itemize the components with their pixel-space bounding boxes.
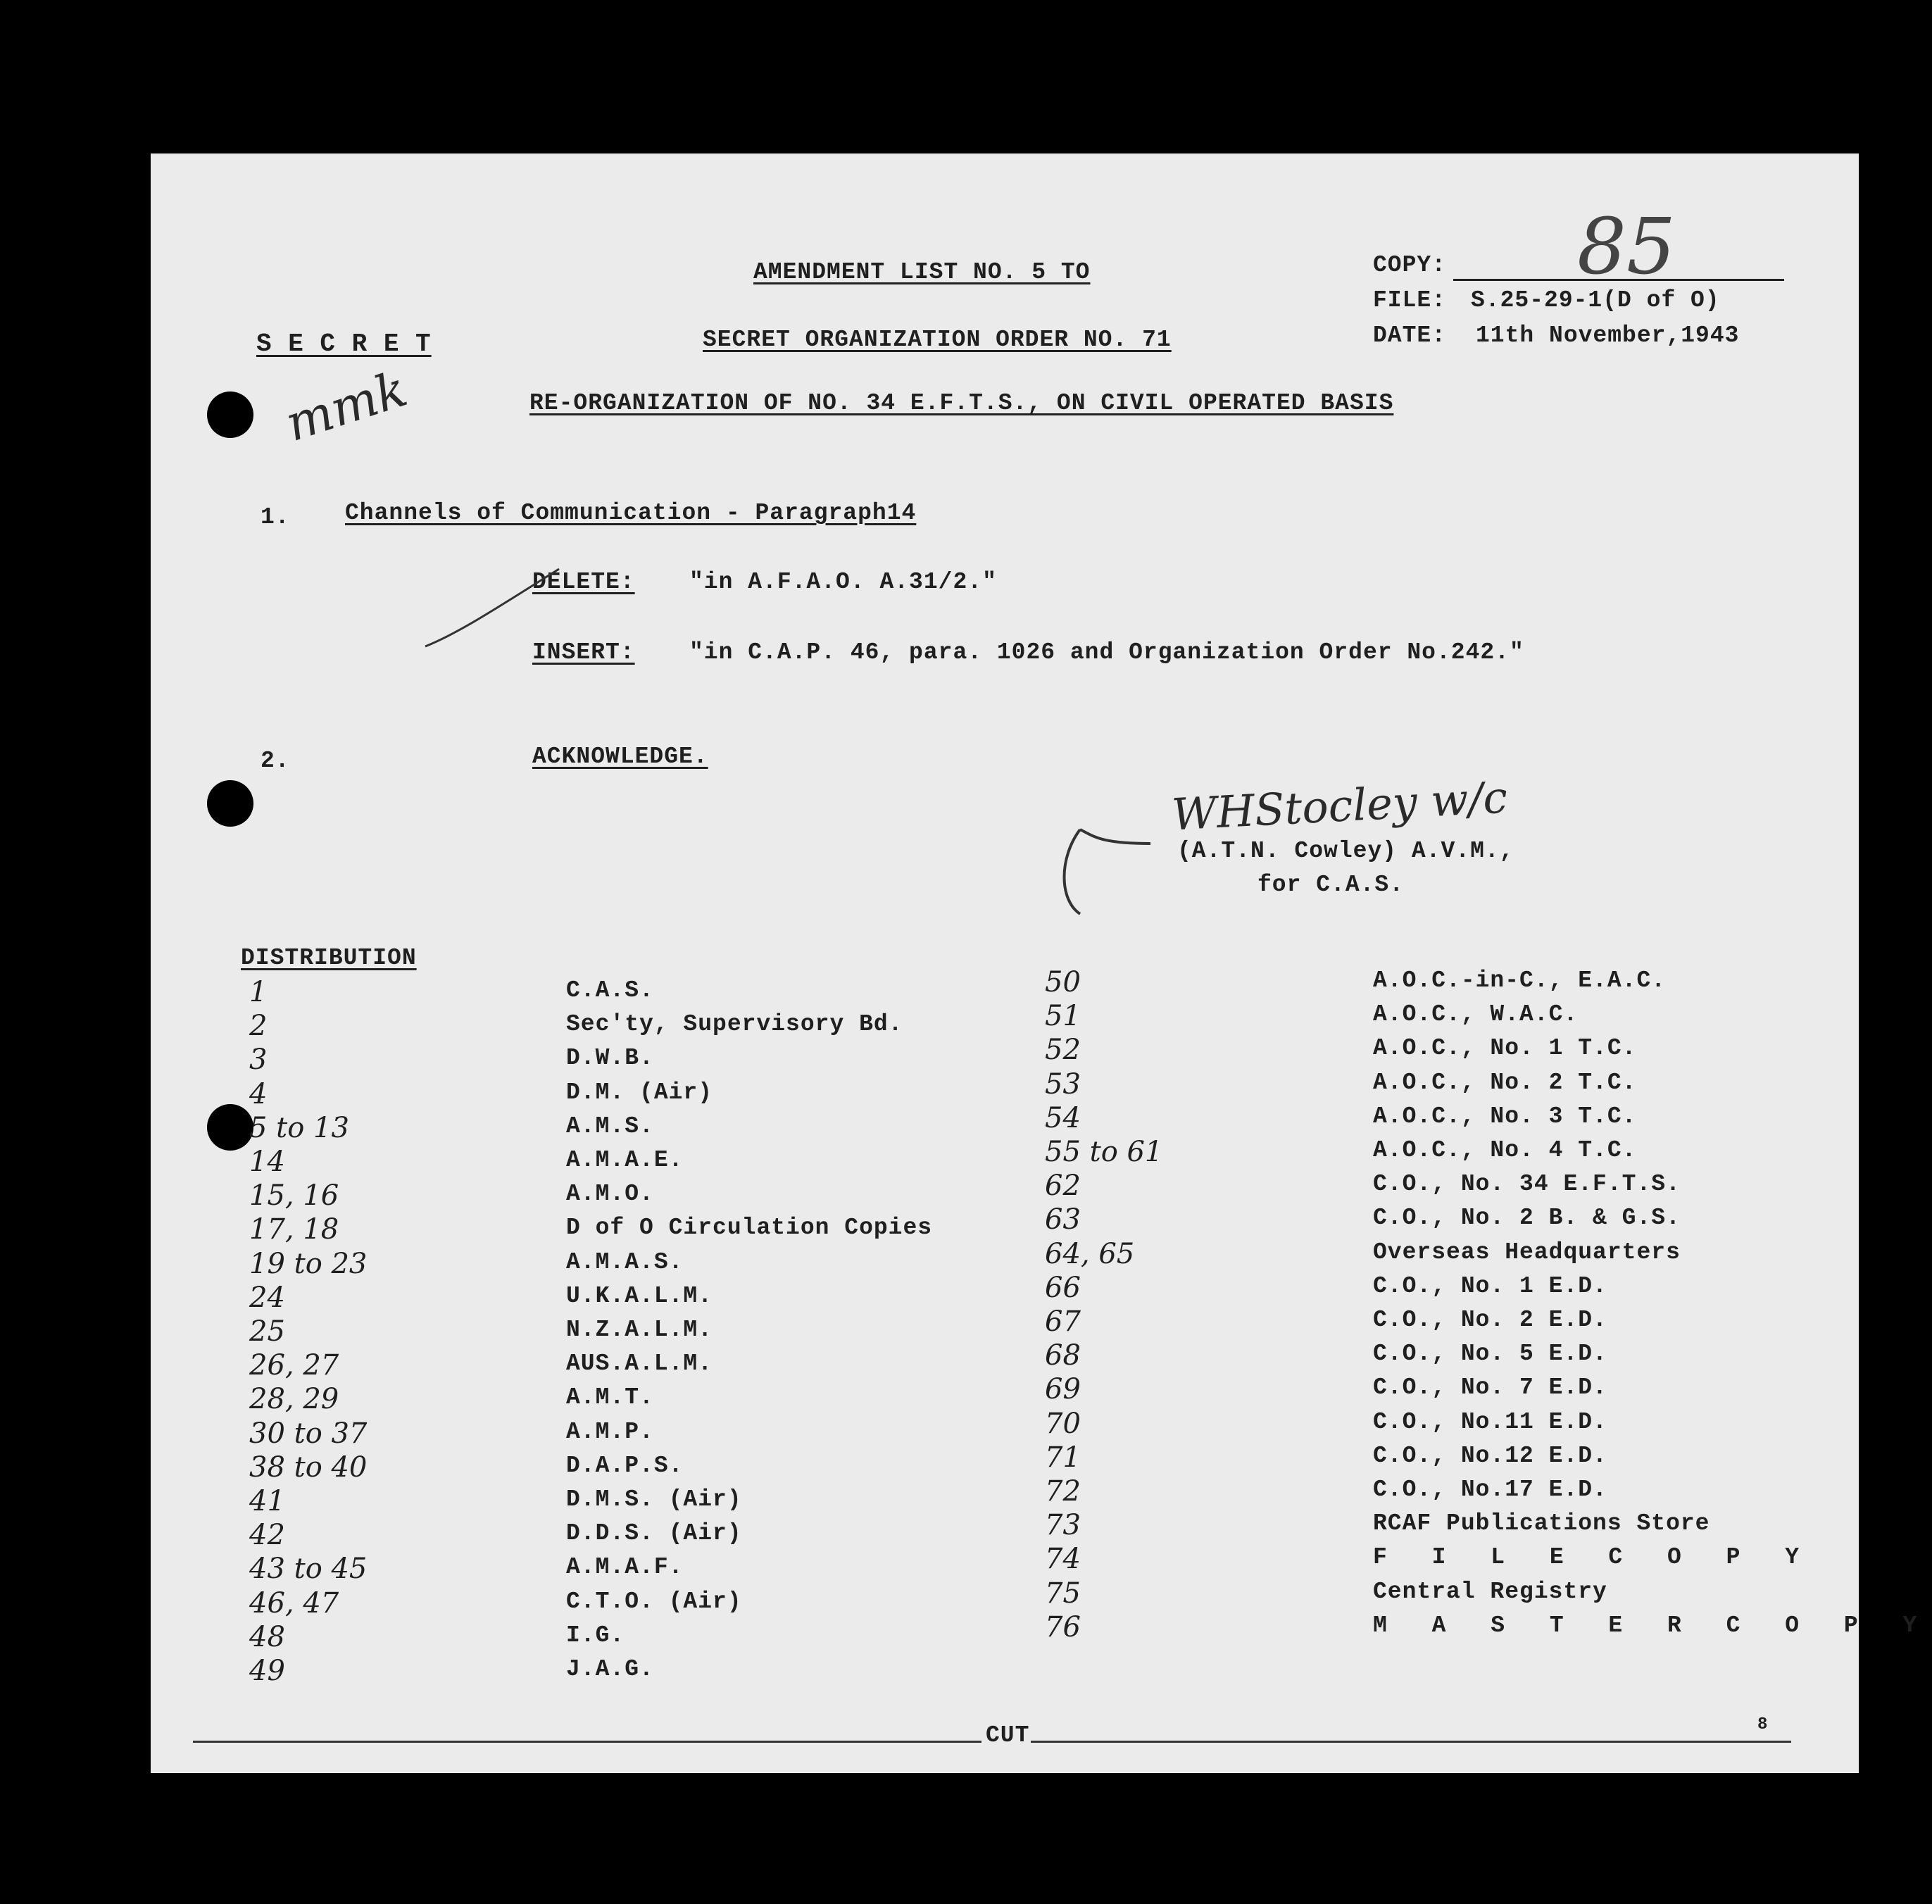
delete-text: "in A.F.A.O. A.31/2."	[689, 569, 997, 595]
distribution-row	[249, 1146, 883, 1179]
distribution-recipient: J.A.G.	[566, 1656, 654, 1682]
distribution-row	[1045, 1238, 1749, 1272]
punch-hole-middle	[207, 780, 253, 827]
distribution-copy-number: 73	[1045, 1509, 1081, 1542]
distribution-recipient: C.O., No. 7 E.D.	[1373, 1374, 1607, 1401]
distribution-recipient: C.O., No. 2 E.D.	[1373, 1307, 1607, 1333]
distribution-copy-number: 49	[249, 1655, 285, 1687]
file-value: S.25-29-1(D of O)	[1471, 287, 1720, 313]
distribution-copy-number: 24	[249, 1281, 285, 1314]
punch-hole-bottom	[207, 1104, 253, 1151]
distribution-recipient: M A S T E R C O P Y	[1373, 1612, 1932, 1639]
distribution-recipient: AUS.A.L.M.	[566, 1351, 713, 1377]
distribution-row	[249, 1587, 883, 1621]
distribution-recipient: D of O Circulation Copies	[566, 1215, 933, 1241]
distribution-copy-number: 64, 65	[1045, 1237, 1135, 1270]
distribution-row	[1045, 1000, 1749, 1034]
distribution-recipient: C.T.O. (Air)	[566, 1588, 742, 1615]
distribution-copy-number: 71	[1045, 1441, 1081, 1474]
distribution-recipient: A.O.C., No. 3 T.C.	[1373, 1103, 1637, 1129]
item-1-number: 1.	[261, 504, 290, 530]
distribution-recipient: D.D.S. (Air)	[566, 1520, 742, 1547]
distribution-copy-number: 54	[1045, 1101, 1081, 1134]
distribution-row	[1045, 1034, 1749, 1067]
distribution-row	[1045, 1543, 1815, 1577]
document-sheet	[151, 154, 1932, 1773]
distribution-recipient: RCAF Publications Store	[1373, 1510, 1710, 1537]
distribution-recipient: A.M.O.	[566, 1181, 654, 1208]
distribution-copy-number: 1	[249, 976, 268, 1008]
distribution-row	[249, 1553, 883, 1586]
distribution-row	[1045, 1441, 1749, 1475]
distribution-row	[1045, 1272, 1749, 1305]
distribution-row	[1045, 966, 1749, 1000]
distribution-recipient: D.A.P.S.	[566, 1452, 684, 1479]
copy-number: 85	[1577, 201, 1676, 292]
distribution-recipient: C.O., No.12 E.D.	[1373, 1442, 1607, 1469]
distribution-recipient: C.O., No.17 E.D.	[1373, 1477, 1607, 1503]
distribution-copy-number: 53	[1045, 1067, 1081, 1101]
distribution-copy-number: 38 to 40	[249, 1451, 368, 1484]
distribution-row	[249, 1417, 883, 1451]
distribution-row	[249, 1044, 883, 1077]
distribution-copy-number: 42	[249, 1519, 285, 1552]
distribution-recipient: C.O., No. 5 E.D.	[1373, 1341, 1607, 1367]
distribution-row	[1045, 1408, 1749, 1441]
distribution-row	[1045, 1102, 1749, 1136]
distribution-recipient: A.M.A.E.	[566, 1147, 684, 1173]
distribution-recipient: C.A.S.	[566, 977, 654, 1003]
distribution-recipient: F I L E C O P Y	[1373, 1544, 1815, 1571]
distribution-copy-number: 46, 47	[249, 1586, 339, 1620]
distribution-row	[249, 1451, 883, 1485]
distribution-recipient: C.O., No. 1 E.D.	[1373, 1272, 1607, 1299]
item-1-heading: Channels of Communication - Paragraph14	[345, 500, 917, 526]
distribution-row	[1045, 1305, 1749, 1339]
file-label: FILE:	[1373, 287, 1447, 313]
copy-label: COPY:	[1373, 252, 1447, 278]
delete-label: DELETE:	[532, 569, 635, 595]
distribution-copy-number: 14	[249, 1146, 285, 1178]
check-mark	[418, 562, 573, 660]
distribution-copy-number: 69	[1045, 1373, 1081, 1406]
distribution-row	[249, 1519, 883, 1553]
distribution-recipient: Sec'ty, Supervisory Bd.	[566, 1011, 903, 1038]
distribution-recipient: A.M.A.S.	[566, 1248, 684, 1275]
distribution-row	[249, 1213, 933, 1247]
amendment-title: AMENDMENT LIST NO. 5 TO	[753, 259, 1091, 285]
distribution-recipient: D.M. (Air)	[566, 1079, 713, 1106]
distribution-row	[249, 1315, 883, 1349]
distribution-recipient: A.M.A.F.	[566, 1554, 684, 1581]
distribution-row	[249, 1655, 883, 1689]
distribution-row	[249, 1282, 883, 1315]
order-title: SECRET ORGANIZATION ORDER NO. 71	[703, 327, 1172, 353]
date-value: 11th November,1943	[1476, 322, 1740, 349]
distribution-row	[249, 1349, 883, 1383]
distribution-row	[1045, 1610, 1932, 1645]
distribution-copy-number: 66	[1045, 1271, 1081, 1304]
distribution-row	[249, 1112, 883, 1146]
distribution-row	[249, 1485, 883, 1519]
distribution-recipient: U.K.A.L.M.	[566, 1282, 713, 1309]
distribution-copy-number: 15, 16	[249, 1179, 339, 1213]
distribution-copy-number: 25	[249, 1315, 285, 1348]
distribution-copy-number: 52	[1045, 1034, 1081, 1067]
distribution-copy-number: 30 to 37	[249, 1417, 368, 1450]
insert-text: "in C.A.P. 46, para. 1026 and Organization Order No.242."	[689, 639, 1524, 665]
distribution-row	[1045, 1339, 1749, 1373]
distribution-row	[249, 1078, 883, 1112]
distribution-copy-number: 72	[1045, 1475, 1081, 1508]
distribution-row	[1045, 1373, 1749, 1407]
distribution-row	[249, 1621, 883, 1655]
distribution-recipient: C.O., No.11 E.D.	[1373, 1408, 1607, 1435]
distribution-row	[1045, 1475, 1749, 1509]
distribution-recipient: A.M.S.	[566, 1113, 654, 1139]
distribution-copy-number: 3	[249, 1044, 268, 1077]
cut-line-left	[193, 1741, 981, 1743]
distribution-row	[1045, 1136, 1749, 1170]
distribution-copy-number: 41	[249, 1485, 285, 1517]
distribution-copy-number: 5 to 13	[249, 1111, 349, 1144]
distribution-copy-number: 76	[1045, 1610, 1081, 1643]
cut-label: CUT	[986, 1722, 1030, 1748]
classification-stamp: S E C R E T	[256, 330, 432, 358]
handwritten-signature: WHStocley w/c	[1170, 771, 1509, 841]
distribution-copy-number: 70	[1045, 1407, 1081, 1440]
signature-flourish	[1052, 815, 1165, 921]
distribution-recipient: D.W.B.	[566, 1045, 654, 1072]
distribution-recipient: A.O.C.-in-C., E.A.C.	[1373, 967, 1667, 994]
signatory-for: for C.A.S.	[1257, 872, 1405, 898]
distribution-copy-number: 51	[1045, 1000, 1081, 1033]
distribution-copy-number: 26, 27	[249, 1349, 339, 1382]
distribution-row	[249, 1179, 883, 1213]
distribution-copy-number: 75	[1045, 1577, 1081, 1610]
distribution-copy-number: 68	[1045, 1339, 1081, 1372]
distribution-copy-number: 4	[249, 1077, 268, 1110]
signatory-name: (A.T.N. Cowley) A.V.M.,	[1177, 838, 1514, 864]
distribution-copy-number: 74	[1045, 1543, 1081, 1576]
distribution-copy-number: 2	[249, 1010, 268, 1043]
item-2-number: 2.	[261, 748, 290, 774]
item-2-text: ACKNOWLEDGE.	[532, 744, 708, 770]
distribution-copy-number: 62	[1045, 1170, 1081, 1203]
distribution-row	[249, 1010, 903, 1044]
subject-line: RE-ORGANIZATION OF NO. 34 E.F.T.S., ON CIVIL OPERATED BASIS	[529, 390, 1394, 416]
distribution-row	[1045, 1577, 1749, 1611]
distribution-copy-number: 67	[1045, 1305, 1081, 1338]
handwritten-initials: mmk	[278, 359, 414, 453]
distribution-recipient: A.O.C., No. 1 T.C.	[1373, 1035, 1637, 1062]
punch-hole-top	[207, 392, 253, 438]
corner-mark: 8	[1757, 1715, 1769, 1734]
distribution-copy-number: 63	[1045, 1203, 1081, 1236]
distribution-copy-number: 55 to 61	[1045, 1136, 1163, 1168]
distribution-row	[249, 976, 883, 1010]
distribution-copy-number: 28, 29	[249, 1383, 339, 1416]
distribution-recipient: N.Z.A.L.M.	[566, 1317, 713, 1343]
insert-label: INSERT:	[532, 639, 635, 665]
distribution-row	[1045, 1068, 1749, 1102]
distribution-recipient: Overseas Headquarters	[1373, 1239, 1681, 1265]
distribution-copy-number: 48	[249, 1620, 285, 1653]
distribution-heading: DISTRIBUTION	[241, 945, 417, 971]
date-label: DATE:	[1373, 322, 1447, 349]
distribution-recipient: A.M.T.	[566, 1384, 654, 1411]
distribution-copy-number: 50	[1045, 966, 1081, 998]
distribution-row	[1045, 1203, 1749, 1237]
distribution-row	[1045, 1170, 1749, 1203]
distribution-recipient: A.O.C., W.A.C.	[1373, 1001, 1579, 1028]
distribution-recipient: A.O.C., No. 4 T.C.	[1373, 1137, 1637, 1163]
distribution-row	[249, 1383, 883, 1417]
cut-line-right	[1031, 1741, 1791, 1743]
distribution-recipient: C.O., No. 34 E.F.T.S.	[1373, 1171, 1681, 1198]
distribution-row	[249, 1248, 883, 1282]
distribution-recipient: Central Registry	[1373, 1578, 1607, 1605]
distribution-recipient: A.O.C., No. 2 T.C.	[1373, 1069, 1637, 1096]
distribution-row	[1045, 1509, 1749, 1543]
distribution-recipient: A.M.P.	[566, 1418, 654, 1445]
distribution-copy-number: 43 to 45	[249, 1553, 368, 1586]
distribution-copy-number: 19 to 23	[249, 1247, 368, 1280]
distribution-recipient: D.M.S. (Air)	[566, 1486, 742, 1512]
distribution-recipient: I.G.	[566, 1622, 625, 1648]
distribution-recipient: C.O., No. 2 B. & G.S.	[1373, 1205, 1681, 1232]
distribution-copy-number: 17, 18	[249, 1213, 339, 1246]
